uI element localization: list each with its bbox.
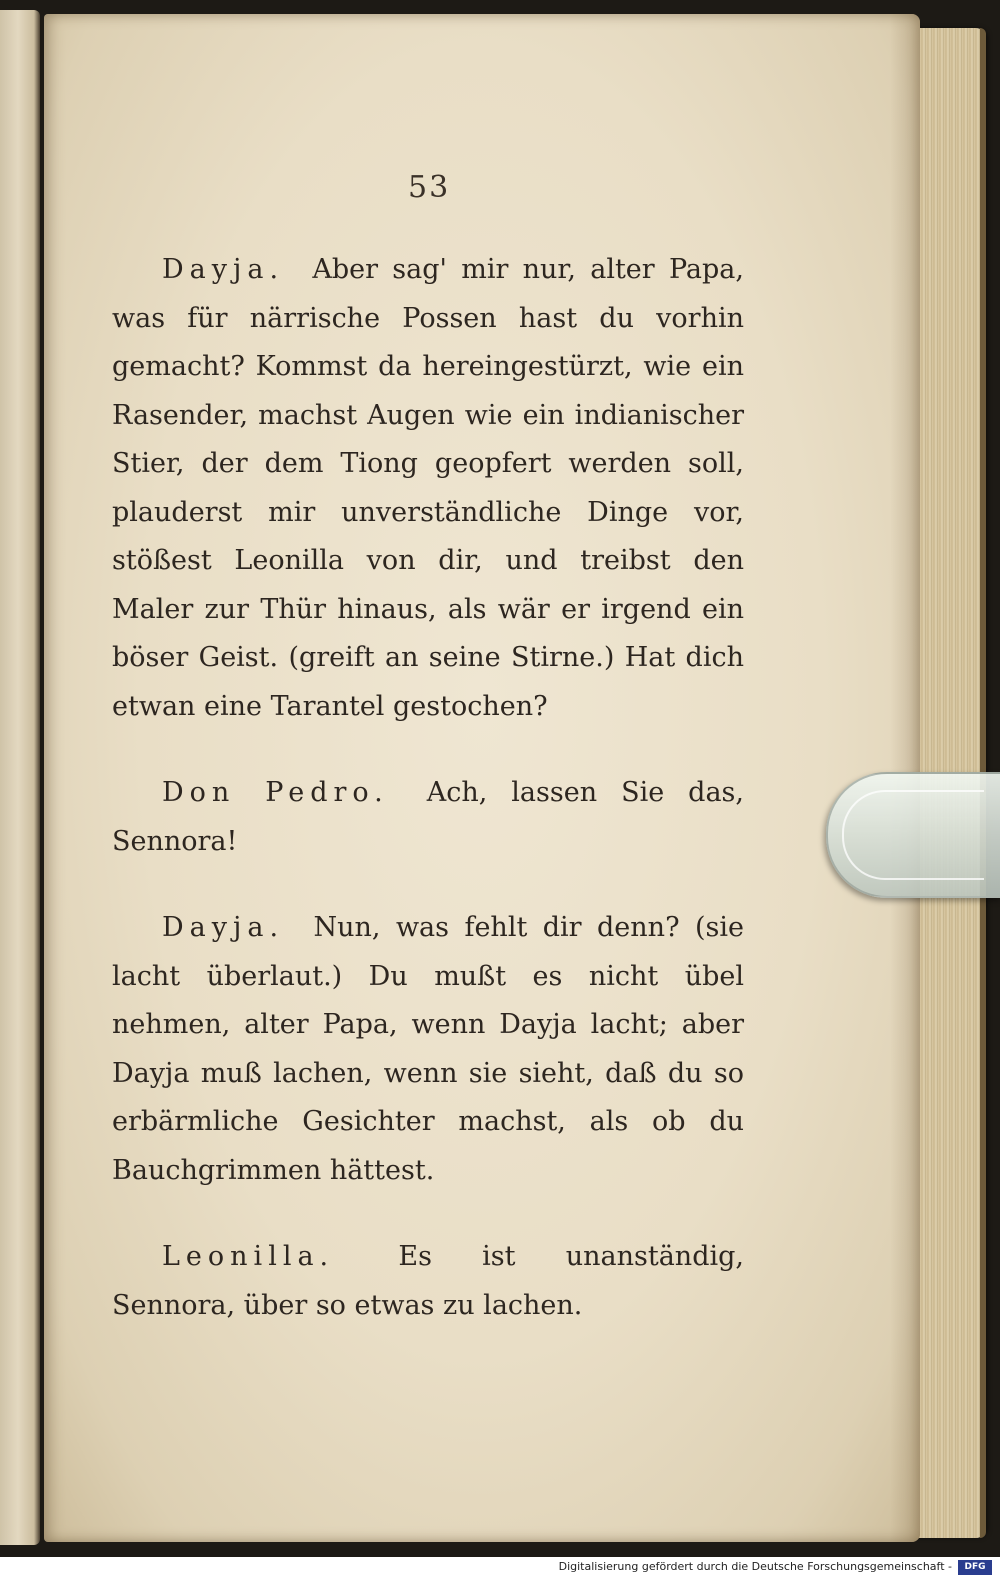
dialogue-paragraph xyxy=(112,904,744,1195)
dfg-logo-icon: DFG xyxy=(958,1560,992,1575)
dialogue-paragraph xyxy=(112,769,744,866)
speaker-name: Don Pedro. xyxy=(162,777,389,808)
left-page-edge xyxy=(0,10,40,1545)
speaker-name: Dayja. xyxy=(162,254,285,285)
page-text xyxy=(112,246,744,1368)
page-clip xyxy=(826,772,1000,898)
speaker-name: Dayja. xyxy=(162,912,285,943)
speaker-name: Leonilla. xyxy=(162,1241,335,1272)
dialogue-paragraph xyxy=(112,1233,744,1330)
funding-credit: Digitalisierung gefördert durch die Deutsche Forschungsgemeinschaft - xyxy=(558,1560,952,1573)
digitization-footer xyxy=(0,1557,1000,1579)
dialogue-paragraph xyxy=(112,246,744,731)
dialogue-text: Aber sag' mir nur, alter Papa, was für närrische Possen hast du vorhin gemacht? Kommst da hereingestürzt, wie ein Rasender, machst Augen wie ein indianischer Stier, der dem Tiong geopfert werden soll, plauderst mir unverständliche Dinge vor, stößest Leonilla von dir, und treibst den Maler zur Thür hinaus, als wär er irgend ein böser Geist. (greift an seine Stirne.) Hat dich etwan eine Tarantel gestochen? xyxy=(112,254,744,722)
dialogue-text: Ach, lassen Sie das, Sennora! xyxy=(112,777,744,857)
dialogue-text: Nun, was fehlt dir denn? (sie lacht überlaut.) Du mußt es nicht übel nehmen, alter Papa, wenn Dayja lacht; aber Dayja muß lachen, wenn sie sieht, daß du so erbärmliche Gesichter machst, als ob du Bauchgrimmen hättest. xyxy=(112,912,744,1186)
book-page xyxy=(44,14,920,1542)
page-clip-highlight xyxy=(842,790,984,880)
dialogue-text: Es ist unanständig, Sennora, über so etwas zu lachen. xyxy=(112,1241,744,1321)
page-number: 53 xyxy=(408,170,451,205)
